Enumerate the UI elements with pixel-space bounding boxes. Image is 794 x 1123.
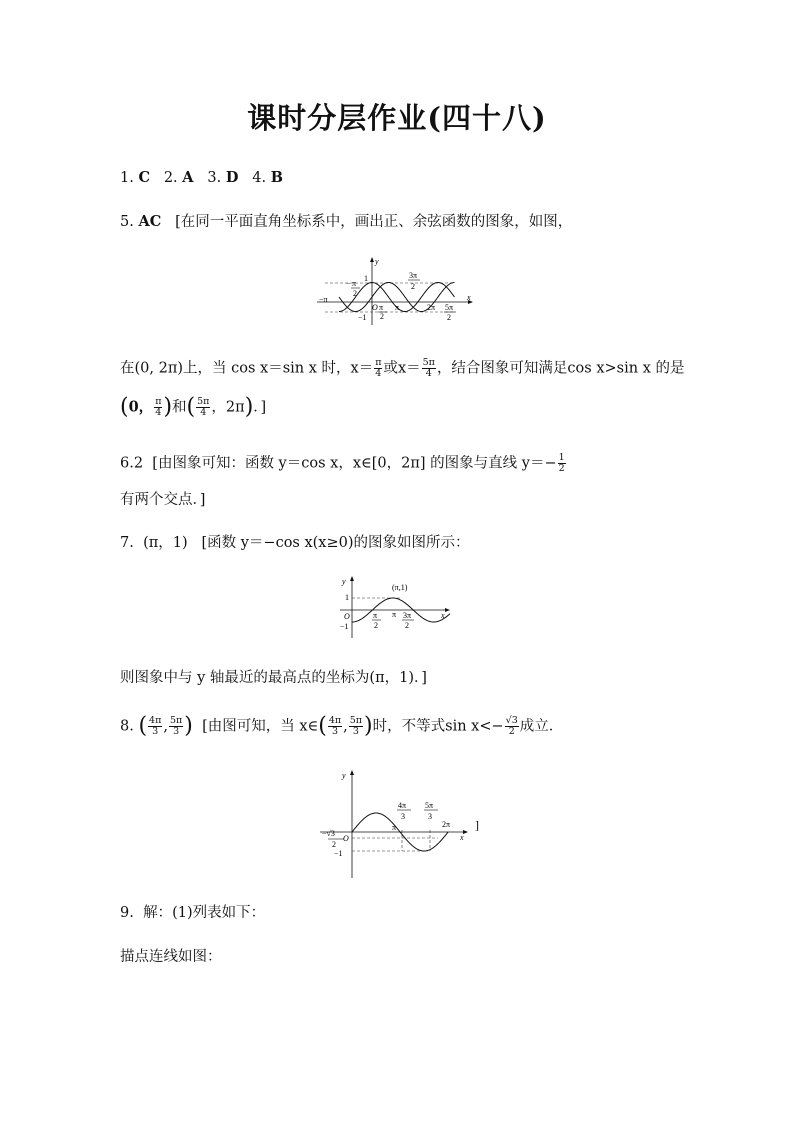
frac-num: 5π bbox=[197, 396, 210, 407]
q7-half-pi-num: π bbox=[373, 611, 378, 620]
q5-interval-start: 0， bbox=[128, 398, 154, 416]
frac-den: 2 bbox=[508, 726, 515, 737]
q5-frac-pi-4 bbox=[374, 358, 382, 379]
q9-number: 9. bbox=[120, 905, 134, 921]
frac-den: 4 bbox=[425, 368, 432, 379]
q9-line2: 描点连线如图： bbox=[120, 949, 222, 965]
q7-half-pi-den: 2 bbox=[374, 621, 378, 630]
q3-answer: D bbox=[225, 169, 239, 186]
right-paren: ) bbox=[163, 394, 173, 420]
q7-line1 bbox=[120, 533, 470, 553]
q3-number: 3. bbox=[207, 170, 222, 186]
q7-answer: (π，1) bbox=[143, 535, 188, 551]
q8-five-third-pi-num: 5π bbox=[425, 801, 434, 810]
q9-step1: (1)列表如下： bbox=[172, 905, 266, 921]
q2-number: 2. bbox=[163, 170, 178, 186]
frac-den: 2 bbox=[558, 463, 565, 474]
frac-den: 4 bbox=[375, 368, 382, 379]
q6-frac-half bbox=[558, 453, 566, 474]
frac-den: 3 bbox=[331, 726, 339, 737]
q8-number: 8. bbox=[120, 718, 134, 735]
q5-neg-one: −1 bbox=[358, 313, 367, 322]
q8-four-third-pi-num: 4π bbox=[398, 801, 407, 810]
q8-five-third-pi-den: 3 bbox=[428, 812, 432, 821]
q5-neg-half-pi-num: π bbox=[352, 279, 357, 288]
frac-num: π bbox=[155, 396, 162, 407]
q8-text2: 时，不等式sin x<− bbox=[372, 718, 504, 735]
frac-den: 4 bbox=[200, 407, 207, 418]
q8-y-label: y bbox=[342, 771, 346, 780]
q8-line1: 8. ( $\frac{4\pi}{3}$ , $\frac{5\pi}{3}$ ) [由图可知，当 x∈( $\frac{4\pi}{3}$ , $\frac{5\pi}{3}$ )时，不等式sin x<− $\frac{√3}{2}$ 成立． bbox=[120, 713, 564, 739]
q4-number: 4. bbox=[252, 170, 267, 186]
q8-close-bracket: ] bbox=[475, 818, 479, 832]
q5-five-half-pi-den: 2 bbox=[447, 313, 451, 322]
q8-pi: π bbox=[392, 823, 397, 832]
frac-num: √3 bbox=[505, 715, 518, 726]
page-title: 课时分层作业(四十八) bbox=[247, 101, 547, 135]
q5-frac-5pi-4-b bbox=[196, 397, 210, 418]
q5-text-c: ，结合图象可知满足cos x>sin x 的是 bbox=[436, 360, 685, 377]
right-paren: ) bbox=[364, 713, 373, 739]
q8-text3: 成立． bbox=[519, 718, 564, 735]
q5-pi: π bbox=[395, 303, 400, 312]
q5-frac-pi-4-b bbox=[154, 397, 162, 418]
q5-one: 1 bbox=[364, 274, 368, 283]
frac-num: 5π bbox=[169, 715, 183, 726]
frac-num: 5π bbox=[349, 715, 363, 726]
q7-y-label: y bbox=[342, 577, 346, 586]
q9-line1 bbox=[120, 903, 265, 923]
q5-neg-pi: −π bbox=[319, 295, 328, 304]
frac-num: 1 bbox=[558, 452, 565, 463]
q7-explanation: [函数 y＝−cos x(x≥0)的图象如图所示： bbox=[201, 535, 470, 551]
q5-line2 bbox=[120, 358, 684, 379]
q8-frac-5pi-3-b bbox=[349, 716, 363, 737]
q5-and: 和 bbox=[172, 399, 187, 416]
q7-three-half-pi-den: 2 bbox=[405, 621, 409, 630]
q5-three-half-pi-den: 2 bbox=[411, 282, 415, 291]
q5-y-label: y bbox=[375, 257, 379, 266]
q5-neg-half-pi-den: 2 bbox=[353, 289, 357, 298]
q5-text-b: 或x＝ bbox=[383, 360, 421, 377]
q8-frac-5pi-3 bbox=[169, 716, 183, 737]
q5-text-a: 在(0, 2π)上，当 cos x＝sin x 时，x＝ bbox=[120, 360, 374, 377]
q8-x-label: x bbox=[460, 833, 464, 842]
q7-x-label: x bbox=[441, 611, 445, 620]
right-paren: ) bbox=[244, 394, 254, 420]
q5-five-half-pi-num: 5π bbox=[445, 303, 454, 312]
q7-pi: π bbox=[392, 610, 397, 619]
frac-den: 4 bbox=[155, 407, 162, 418]
q5-half-pi-den: 2 bbox=[380, 312, 384, 321]
q8-neg-sqrt3-num: −√3 bbox=[322, 829, 335, 838]
frac-num: 5π bbox=[422, 357, 435, 368]
q5-end: ．] bbox=[253, 399, 267, 416]
q8-two-pi: 2π bbox=[442, 820, 451, 829]
left-paren: ( bbox=[120, 394, 129, 420]
right-paren: ) bbox=[184, 713, 193, 739]
left-paren: ( bbox=[138, 713, 148, 739]
left-paren: ( bbox=[186, 394, 196, 420]
q7-number: 7. bbox=[120, 535, 134, 551]
q8-frac-sqrt3-2 bbox=[505, 716, 519, 737]
q5-graph bbox=[315, 255, 475, 327]
q6-line1 bbox=[120, 453, 567, 474]
q5-line1 bbox=[120, 212, 572, 232]
q7-neg-one: −1 bbox=[340, 622, 349, 631]
q6-number: 6. bbox=[120, 455, 134, 472]
q1-answer: C bbox=[138, 169, 150, 186]
q5-half-pi-num: π bbox=[379, 303, 384, 312]
q9-label: 解： bbox=[143, 905, 173, 921]
q7-line2: 则图象中与 y 轴最近的最高点的坐标为(π，1)．] bbox=[120, 670, 427, 686]
q7-graph bbox=[338, 574, 454, 640]
q6-explanation: [由图象可知：函数 y＝cos x，x∈[0，2π] 的图象与直线 y＝− bbox=[152, 455, 557, 472]
answers-1-4 bbox=[120, 168, 283, 188]
q8-graph bbox=[318, 768, 490, 880]
q5-number: 5. bbox=[120, 214, 134, 230]
q5-three-half-pi-num: 3π bbox=[409, 271, 418, 280]
frac-num: 4π bbox=[328, 715, 342, 726]
q6-answer: 2 bbox=[133, 455, 144, 472]
frac-num: 4π bbox=[149, 715, 162, 726]
q7-point-label: (π,1) bbox=[392, 583, 408, 592]
q8-neg-sqrt3-den: 2 bbox=[332, 840, 336, 849]
frac-den: 3 bbox=[173, 726, 180, 737]
q5-origin: O bbox=[372, 303, 378, 312]
q5-answer: AC bbox=[138, 213, 162, 230]
q8-neg-one: −1 bbox=[334, 849, 343, 858]
q5-x-label: x bbox=[467, 293, 471, 302]
q6-line2: 有两个交点．] bbox=[120, 492, 206, 508]
frac-den: 3 bbox=[352, 726, 359, 737]
q2-answer: A bbox=[182, 169, 194, 186]
frac-num: π bbox=[375, 357, 382, 368]
q8-frac-4pi-3-b bbox=[328, 716, 342, 737]
q8-origin: O bbox=[343, 834, 349, 843]
q7-origin: O bbox=[344, 612, 350, 621]
q7-three-half-pi-num: 3π bbox=[403, 611, 412, 620]
q5-explanation: [在同一平面直角坐标系中，画出正、余弦函数的图象，如图， bbox=[175, 214, 573, 230]
q7-one: 1 bbox=[345, 593, 349, 602]
q5-frac-5pi-4 bbox=[422, 358, 436, 379]
q5-interval-end: ，2π bbox=[211, 399, 245, 416]
q8-four-third-pi-den: 3 bbox=[401, 812, 405, 821]
left-paren: ( bbox=[318, 713, 327, 739]
q4-answer: B bbox=[270, 169, 283, 186]
svg-text:−: − bbox=[346, 279, 351, 288]
q1-number: 1. bbox=[120, 170, 134, 186]
q5-line3 bbox=[120, 394, 267, 420]
q8-frac-4pi-3 bbox=[148, 716, 162, 737]
frac-den: 3 bbox=[152, 726, 159, 737]
q5-two-pi: 2π bbox=[427, 303, 436, 312]
q8-text1: [由图可知，当 x∈ bbox=[202, 718, 319, 735]
